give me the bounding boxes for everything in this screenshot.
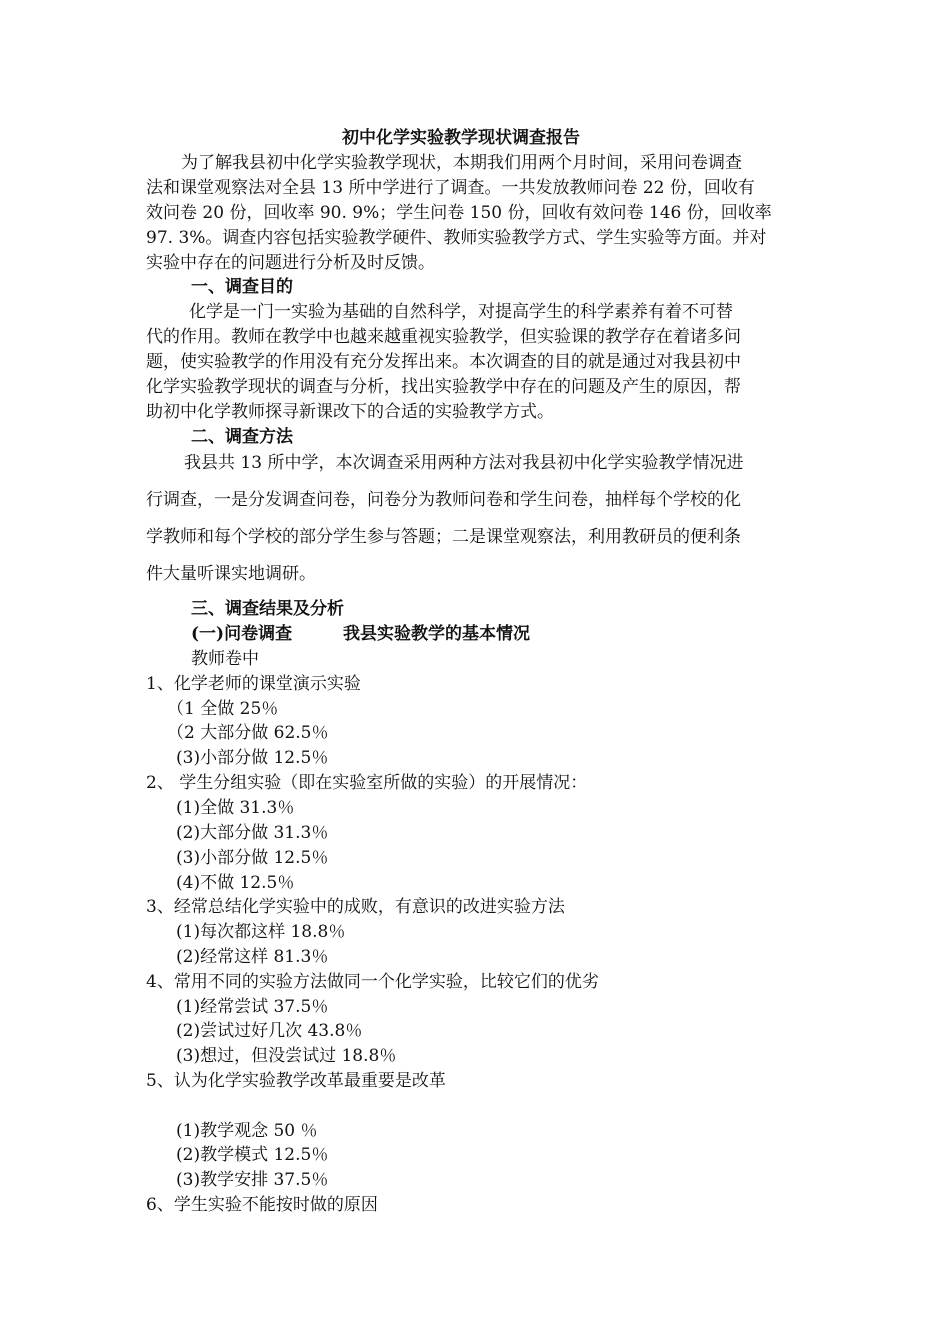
- subheading-basic-situation: 我县实验教学的基本情况: [343, 624, 530, 644]
- intro-line: 法和课堂观察法对全县 13 所中学进行了调查。一共发放教师问卷 22 份，回收有: [146, 178, 755, 198]
- purpose-line: 代的作用。教师在教学中也越来越重视实验教学，但实验课的教学存在着诸多问: [146, 327, 741, 347]
- option: （1 全做 25％: [167, 699, 279, 719]
- question-6: 6、学生实验不能按时做的原因: [146, 1195, 378, 1215]
- method-line: 学教师和每个学校的部分学生参与答题；二是课堂观察法，利用教研员的便利条: [146, 527, 741, 547]
- document-title: 初中化学实验教学现状调查报告: [342, 128, 580, 148]
- question-1: 1、化学老师的课堂演示实验: [146, 674, 361, 694]
- purpose-line: 助初中化学教师探寻新课改下的合适的实验教学方式。: [146, 402, 554, 422]
- question-2: 2、 学生分组实验（即在实验室所做的实验）的开展情况：: [146, 773, 588, 793]
- option: (2)经常这样 81.3％: [176, 947, 329, 967]
- section-heading-results: 三、调查结果及分析: [191, 599, 344, 619]
- option: (1)全做 31.3％: [176, 798, 295, 818]
- option: (2)大部分做 31.3％: [176, 823, 329, 843]
- question-4: 4、常用不同的实验方法做同一个化学实验，比较它们的优劣: [146, 972, 599, 992]
- section-heading-purpose: 一、调查目的: [191, 277, 293, 297]
- subheading-questionnaire: (一)问卷调查: [191, 624, 293, 644]
- intro-line: 实验中存在的问题进行分析及时反馈。: [146, 253, 435, 273]
- question-3: 3、经常总结化学实验中的成败，有意识的改进实验方法: [146, 897, 565, 917]
- option: (4)不做 12.5％: [176, 873, 295, 893]
- option: (3)想过，但没尝试过 18.8％: [176, 1046, 397, 1066]
- option: (3)小部分做 12.5％: [176, 848, 329, 868]
- purpose-line: 化学是一门一实验为基础的自然科学，对提高学生的科学素养有着不可替: [189, 302, 733, 322]
- option: (1)教学观念 50 ％: [176, 1121, 318, 1141]
- method-line: 我县共 13 所中学，本次调查采用两种方法对我县初中化学实验教学情况进: [184, 453, 744, 473]
- method-line: 行调查，一是分发调查问卷，问卷分为教师问卷和学生问卷，抽样每个学校的化: [146, 490, 741, 510]
- option: (2)教学模式 12.5％: [176, 1145, 329, 1165]
- purpose-line: 题，使实验教学的作用没有充分发挥出来。本次调查的目的就是通过对我县初中: [146, 352, 741, 372]
- option: (3)教学安排 37.5％: [176, 1170, 329, 1190]
- option: (1)每次都这样 18.8％: [176, 922, 346, 942]
- intro-line: 97. 3%。调查内容包括实验教学硬件、教师实验教学方式、学生实验等方面。并对: [146, 228, 767, 248]
- option: （2 大部分做 62.5％: [167, 723, 329, 743]
- option: (1)经常尝试 37.5％: [176, 997, 329, 1017]
- teacher-questionnaire-label: 教师卷中: [191, 649, 259, 669]
- purpose-line: 化学实验教学现状的调查与分析，找出实验教学中存在的问题及产生的原因，帮: [146, 377, 741, 397]
- method-line: 件大量听课实地调研。: [146, 564, 316, 584]
- question-5: 5、认为化学实验教学改革最重要是改革: [146, 1071, 446, 1091]
- intro-line: 效问卷 20 份，回收率 90. 9%；学生问卷 150 份，回收有效问卷 146 份，回收率: [146, 203, 772, 223]
- option: (2)尝试过好几次 43.8％: [176, 1021, 363, 1041]
- intro-line: 为了解我县初中化学实验教学现状，本期我们用两个月时间，采用问卷调查: [181, 153, 742, 173]
- option: (3)小部分做 12.5％: [176, 748, 329, 768]
- section-heading-method: 二、调查方法: [191, 427, 293, 447]
